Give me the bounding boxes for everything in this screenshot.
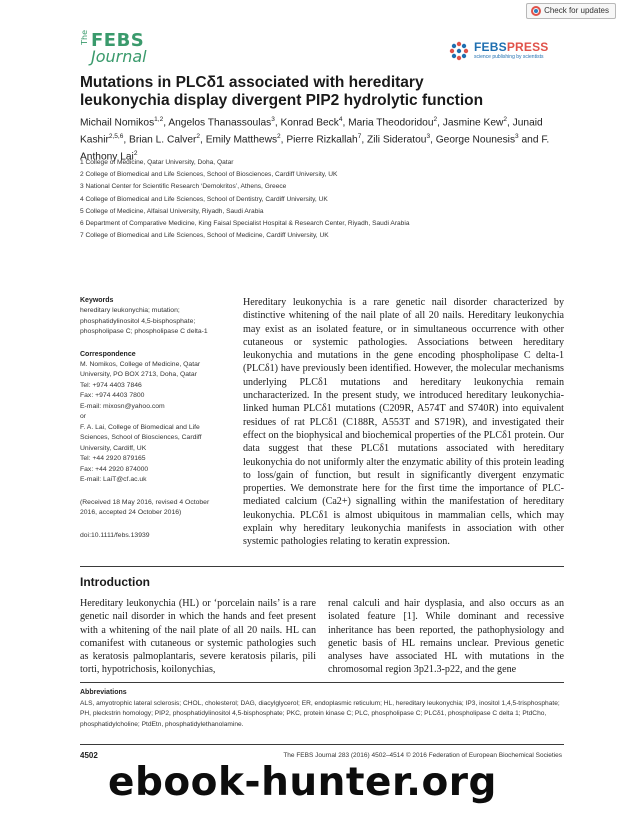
author-name: Konrad Beck — [280, 117, 339, 129]
correspondence-line: University, Cardiff, UK — [80, 444, 147, 452]
author-separator: , — [280, 134, 287, 146]
affiliation-line: 1 College of Medicine, Qatar University, Doha, Qatar — [80, 159, 234, 166]
author-name: Jasmine Kew — [442, 117, 504, 129]
febs-press-dots-icon — [448, 40, 470, 62]
affiliation-line: 3 National Center for Scientific Research ‘Demokritos’, Athens, Greece — [80, 183, 287, 191]
author-name: Brian L. Calver — [129, 134, 197, 146]
abstract-text: Hereditary leukonychia is a rare genetic nail disorder characterized by distinctive whitening of the nail plate of all 20 nails. Hereditary leukonychia may exist as an isolated feature, or in simultaneous occurrence with other cutaneous or systemic pathologies. Associations between hereditary leukonychia and mutations in the gene encoding phospholipase C delta-1 (PLCδ1) have previously been identified. However, the molecular mechanisms underlying PLCδ1 mutations and hereditary leukonychia remain uncharacterized. In the present study, we introduced hereditary leukonychia-linked human PLCδ1 mutations (C209R, A574T and S740R) into equivalent residues of rat PLCδ1 (C188R, A553T and S719R), and investigated their effect on the biophysical and biochemical properties of the PLCδ1 protein. Our data suggest that these PLCδ1 mutations associated with hereditary leukonychia do not uniformly alter the enzymatic ability of this protein leading to loss/gain of function, but result in significantly divergent enzymatic properties. We demonstrate here for the first time the importance of PLC-mediated calcium (Ca2+) signalling within the manifestation of hereditary leukonychia. PLCδ1 is almost ubiquitous in mammalian cells, which may explain why hereditary leukonychia manifests in association with other systemic pathologies relating to keratin expression. — [243, 297, 564, 548]
author-affiliation-marker: 7 — [357, 132, 362, 140]
abbreviations-text: ALS, amyotrophic lateral sclerosis; CHOL, cholesterol; DAG, diacylglycerol; ER, endoplasmic reticulum; HL, hereditary leukonychia; IP3, inositol 1,4,5-trisphosphate; PH, pleckstrin homology; PIP2, phosphatidylinositol 4,5-bisphosphate; PKC, protein kinase C; PLC, phospholipase C; PLCδ1, phospholipase C delta 1; PtdCho, phosphatidylcholine; PtdEtn, phosphatidylethanolamine. — [80, 700, 560, 728]
footer-citation: The FEBS Journal 283 (2016) 4502–4514 © 2016 Federation of European Biochemical Societies — [283, 752, 562, 759]
author-separator: , — [342, 117, 349, 129]
author-name: George Nounesis — [435, 134, 516, 146]
logo-journal: Journal — [91, 47, 147, 66]
author-affiliation-marker: 3 — [515, 132, 519, 140]
author-affiliation-marker: 2 — [277, 132, 281, 140]
author-name: F. Anthony Lai — [80, 134, 550, 163]
affiliation-line: 2 College of Biomedical and Life Sciences, School of Biosciences, Cardiff University, UK — [80, 171, 338, 179]
keyword-line: hereditary leukonychia; mutation; — [80, 307, 180, 314]
author-affiliation-marker: 3 — [271, 116, 275, 123]
author-affiliation-marker: 2,5,6 — [108, 132, 124, 140]
febs-press-logo — [448, 40, 568, 64]
received-dates — [80, 498, 230, 519]
correspondence-line: Fax: +44 2920 874000 — [80, 465, 149, 473]
author-separator: , — [200, 134, 206, 146]
keyword-line: phosphatidylinositol 4,5-bisphosphate; — [80, 317, 196, 325]
introduction-right-column: renal calculi and hair dysplasia, and also occurs as an isolated feature [1]. While dominant and recessive inheritance has been reported, the pathophysiology and genetic basis of HL remains unclear. Previous genetic analyses have associated HL with mutations in the chromosomal region 3p21.3-p22, and the gene — [328, 598, 564, 676]
article-title-line: Mutations in PLCδ1 associated with hereditary — [80, 74, 424, 91]
date-line: (Received 18 May 2016, revised 4 October — [80, 498, 210, 506]
watermark-text: ebook-hunter.org — [108, 760, 497, 805]
affiliation-line: 6 Department of Comparative Medicine, King Faisal Specialist Hospital & Research Center, Riyadh, Saudi Arabia — [80, 220, 410, 228]
correspondence-line: Tel: +44 2920 879165 — [80, 455, 146, 462]
doi-link[interactable]: doi:10.1111/febs.13939 — [80, 531, 150, 539]
correspondence-line: E-mail: LaiT@cf.ac.uk — [80, 476, 147, 483]
correspondence-line: M. Nomikos, College of Medicine, Qatar — [80, 360, 201, 368]
author-separator: , — [507, 117, 513, 129]
author-name: Junaid Kashir — [80, 117, 543, 146]
author-separator: , — [430, 134, 436, 146]
correspondence-line: Fax: +974 4403 7800 — [80, 392, 145, 399]
author-separator: , — [437, 117, 443, 129]
check-for-updates-button[interactable] — [526, 3, 616, 19]
footer-divider — [80, 744, 564, 745]
correspondence-line: or — [80, 413, 87, 420]
author-separator: and — [518, 134, 542, 146]
correspondence-line: Tel: +974 4403 7846 — [80, 381, 142, 389]
keywords-heading: Keywords — [80, 297, 114, 304]
introduction-heading: Introduction — [80, 575, 150, 589]
correspondence-line: Sciences, School of Biosciences, Cardiff — [80, 434, 202, 441]
correspondence-line: F. A. Lai, College of Biomedical and Life — [80, 423, 200, 431]
author-affiliation-marker: 2 — [133, 149, 138, 157]
author-affiliation-marker: 3 — [426, 132, 431, 140]
author-affiliation-marker: 1,2 — [154, 116, 164, 123]
author-affiliation-marker: 2 — [196, 132, 201, 140]
author-name: Michail Nomikos — [80, 117, 155, 129]
author-name: Angelos Thanassoulas — [168, 117, 272, 129]
correspondence-line: University, PO BOX 2713, Doha, Qatar — [80, 371, 197, 378]
author-name: Maria Theodoridou — [348, 117, 434, 129]
affiliation-line: 5 College of Medicine, Alfaisal University, Riyadh, Saudi Arabia — [80, 207, 264, 215]
article-title — [80, 74, 550, 110]
author-affiliation-marker: 2 — [433, 116, 438, 123]
author-affiliation-marker: 2 — [503, 116, 507, 123]
author-name: Emily Matthews — [205, 134, 278, 146]
affiliation-list — [80, 157, 560, 242]
febs-press-tagline: science publishing by scientists — [474, 54, 544, 60]
author-separator: , — [361, 134, 367, 146]
keywords-list — [80, 306, 230, 338]
crossmark-icon — [531, 6, 541, 16]
logo-febs: FEBS — [91, 30, 145, 51]
abbreviations-divider — [80, 682, 564, 683]
page-number: 4502 — [80, 751, 98, 760]
author-name: Pierre Rizkallah — [286, 134, 358, 146]
section-divider — [80, 566, 564, 567]
logo-the: The — [80, 30, 89, 45]
correspondence-block — [80, 360, 230, 486]
author-affiliation-marker: 4 — [338, 116, 343, 123]
keyword-line: phospholipase C; phospholipase C delta-1 — [80, 328, 208, 335]
correspondence-line: E-mail: mixosn@yahoo.com — [80, 402, 165, 410]
affiliation-line: 4 College of Biomedical and Life Sciences, School of Dentistry, Cardiff University, UK — [80, 195, 328, 203]
introduction-left-column: Hereditary leukonychia (HL) or ‘porcelain nails’ is a rare genetic nail disorder in which the hands and feet present with a whitening of the nail plate of all 20 nails. HL can comanifest with cutaneous or systemic pathologies such as keratosis palmoplantaris, severe keratosis pilaris, pili torti, hypotrichosis, koilonychias, — [80, 598, 316, 676]
abbreviations-heading: Abbreviations — [80, 689, 127, 696]
article-title-line: leukonychia display divergent PIP2 hydrolytic function — [80, 92, 484, 109]
affiliation-line: 7 College of Biomedical and Life Sciences, School of Medicine, Cardiff University, UK — [80, 232, 329, 240]
check-for-updates-label: Check for updates — [544, 6, 609, 15]
author-name: Zili Sideratou — [366, 134, 427, 146]
febs-journal-logo — [80, 30, 180, 66]
correspondence-heading: Correspondence — [80, 350, 136, 358]
author-separator: , — [163, 117, 169, 129]
febs-press-name: FEBSPRESS — [474, 40, 549, 54]
author-separator: , — [274, 117, 281, 129]
author-separator: , — [123, 134, 130, 146]
article-info-sidebar — [80, 296, 230, 541]
date-line: 2016, accepted 24 October 2016) — [80, 509, 182, 516]
